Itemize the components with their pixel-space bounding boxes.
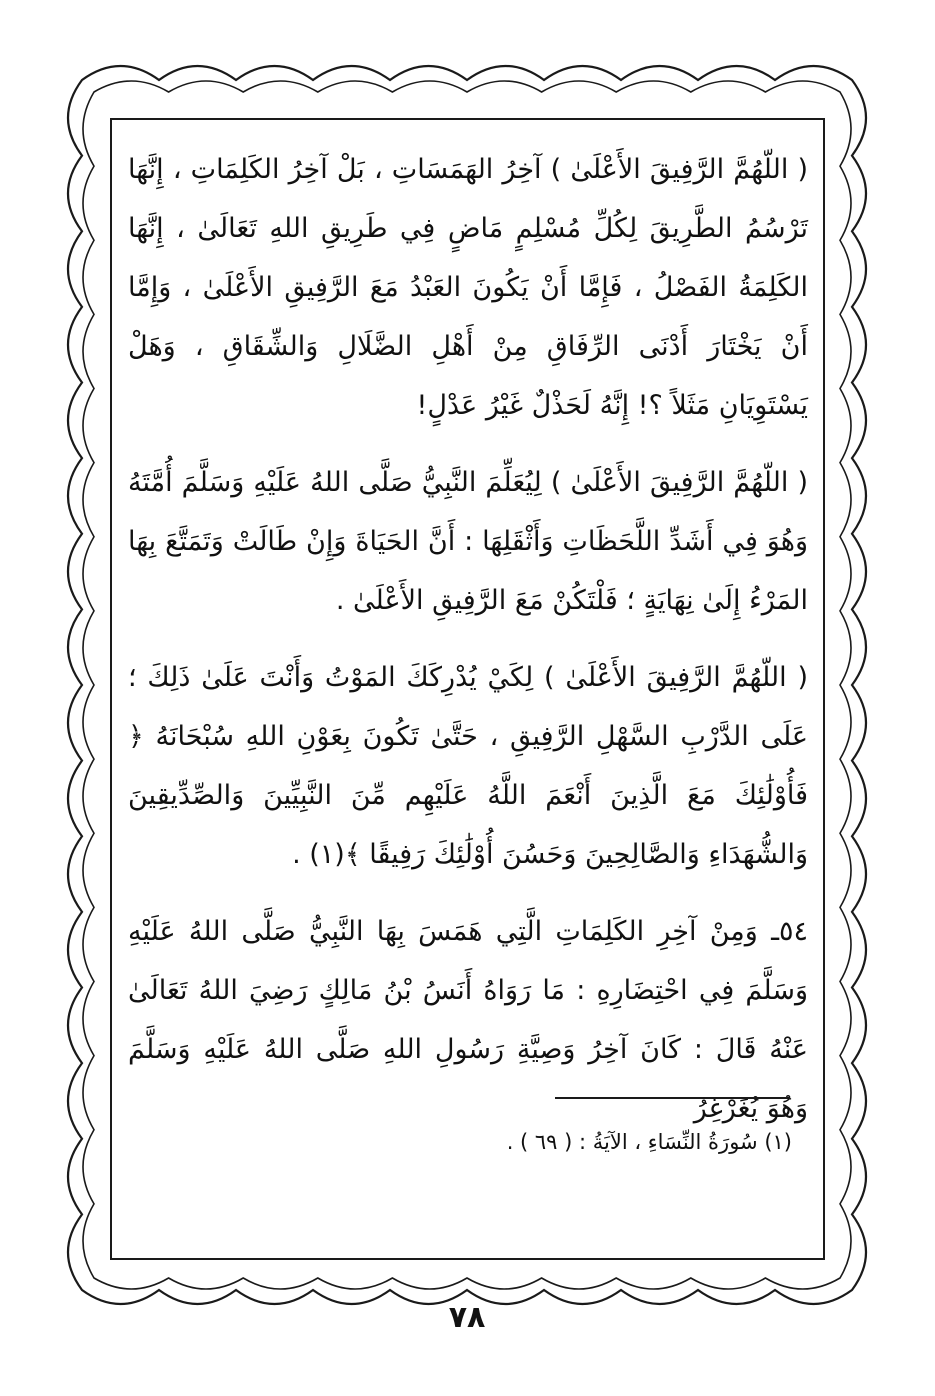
- page-number: ٧٨: [448, 1300, 486, 1335]
- footnote: (١) سُورَةُ النِّسَاءِ ، الآيَةُ : ( ٦٩ ) .: [506, 1130, 792, 1154]
- paragraph-1: ( اللّهُمَّ الرَّفِيقَ الأَعْلَىٰ ) آخِرُ الهَمَسَاتِ ، بَلْ آخِرُ الكَلِمَاتِ ، إِنَّهَا تَرْسُمُ الطَّرِيقَ لِكُلِّ مُسْلِمٍ مَاضٍ فِي طَرِيقِ اللهِ تَعَالَىٰ ، إِنَّهَا الكَلِمَةُ الفَصْلُ ، فَإِمَّا أَنْ يَكُونَ العَبْدُ مَعَ الرَّفِيقِ الأَعْلَىٰ ، وَإِمَّا أَنْ يَخْتَارَ أَدْنَى الرِّفَاقِ مِنْ أَهْلِ الضَّلَالِ وَالشِّقَاقِ ، وَهَلْ يَسْتَوِيَانِ مَثَلاً ؟! إِنَّهُ لَحَذْلٌ غَيْرُ عَدْلٍ!: [128, 154, 808, 421]
- main-text: [128, 140, 808, 1156]
- paragraph-4: ٥٤ـ وَمِنْ آخِرِ الكَلِمَاتِ الَّتِي هَمَسَ بِهَا النَّبِيُّ صَلَّى اللهُ عَلَيْهِ وَسَلَّمَ فِي احْتِضَارِهِ : مَا رَوَاهُ أَنَسُ بْنُ مَالِكٍ رَضِيَ اللهُ تَعَالَىٰ عَنْهُ قَالَ : كَانَ آخِرُ وَصِيَّةِ رَسُولِ اللهِ صَلَّى اللهُ عَلَيْهِ وَسَلَّمَ وَهُوَ يُغَرْغِرُ: [128, 916, 808, 1124]
- footnote-divider: [555, 1097, 790, 1099]
- paragraph-2: ( اللّهُمَّ الرَّفِيقَ الأَعْلَىٰ ) لِيُعَلِّمَ النَّبِيُّ صَلَّى اللهُ عَلَيْهِ وَسَلَّمَ أُمَّتَهُ وَهُوَ فِي أَشَدِّ اللَّحَظَاتِ وَأَثْقَلِهَا : أَنَّ الحَيَاةَ وَإِنْ طَالَتْ وَتَمَتَّعَ بِهَا المَرْءُ إِلَىٰ نِهَايَةٍ ؛ فَلْتَكُنْ مَعَ الرَّفِيقِ الأَعْلَىٰ .: [128, 467, 808, 616]
- paragraph-3: ( اللّهُمَّ الرَّفِيقَ الأَعْلَىٰ ) لِكَيْ يُدْرِكَكَ المَوْتُ وَأَنْتَ عَلَىٰ ذَلِكَ ؛ عَلَى الدَّرْبِ السَّهْلِ الرَّفِيقِ ، حَتَّىٰ تَكُونَ بِعَوْنِ اللهِ سُبْحَانَهُ ﴿ فَأُوْلَٰئِكَ مَعَ الَّذِينَ أَنْعَمَ اللَّهُ عَلَيْهِم مِّنَ النَّبِيِّينَ وَالصِّدِّيقِينَ وَالشُّهَدَاءِ وَالصَّالِحِينَ وَحَسُنَ أُوْلَٰئِكَ رَفِيقًا ﴾(١) .: [128, 662, 808, 870]
